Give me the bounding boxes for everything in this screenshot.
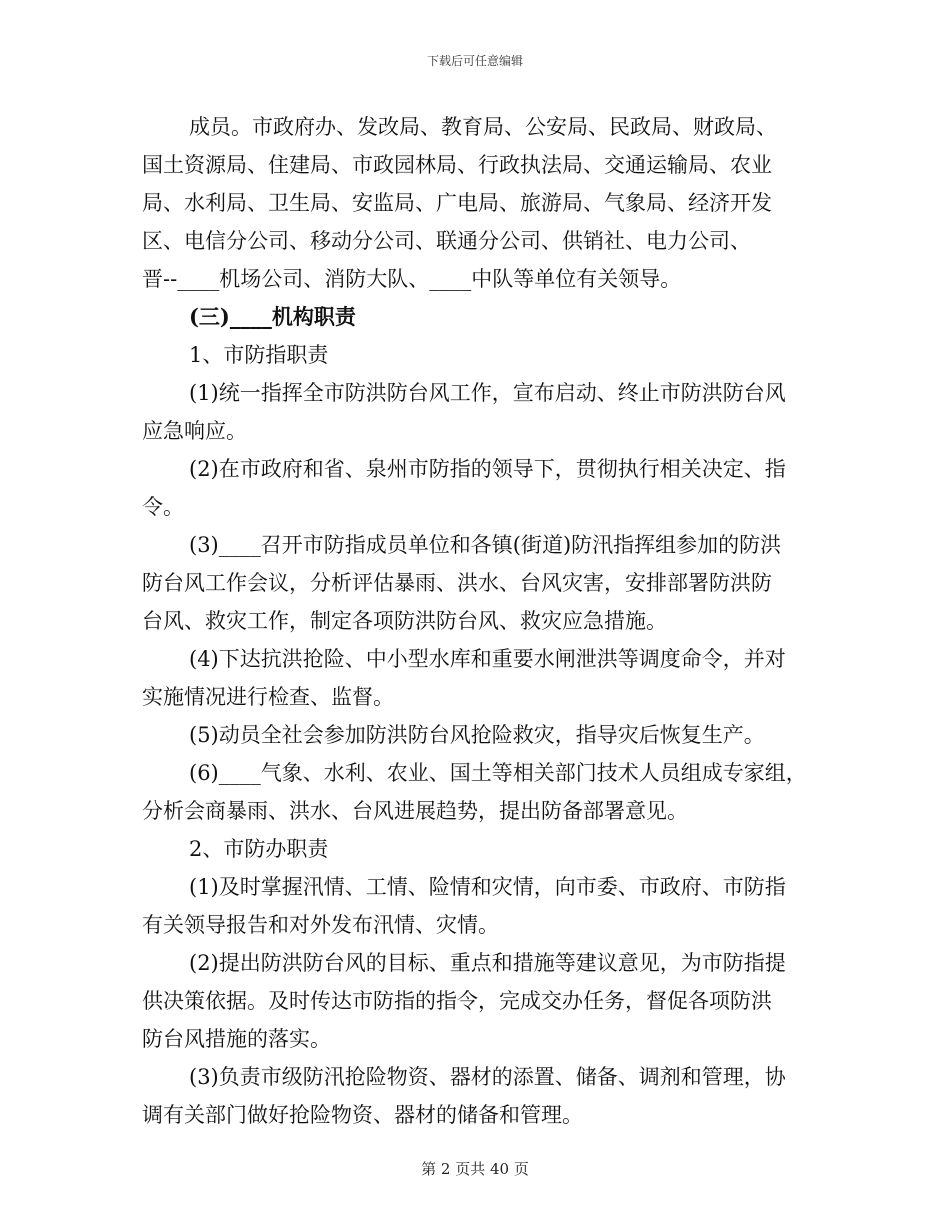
text-line: 区、电信分公司、移动分公司、联通分公司、供销社、电力公司、 — [142, 229, 751, 253]
page-footer: 第 2 页共 40 页 — [421, 1160, 529, 1178]
text-line: 令。 — [142, 495, 184, 519]
section-heading: (三)____机构职责 — [189, 304, 356, 329]
text-line: (2)提出防洪防台风的目标、重点和措施等建议意见，为市防指提 — [189, 951, 786, 975]
text-line: (1)及时掌握汛情、工情、险情和灾情，向市委、市政府、市防指 — [189, 875, 786, 899]
text-line: 国土资源局、住建局、市政园林局、行政执法局、交通运输局、农业 — [142, 153, 772, 177]
text-line: 防台风措施的落实。 — [142, 1027, 331, 1051]
text-line: 台风、救灾工作，制定各项防洪防台风、救灾应急措施。 — [142, 609, 667, 633]
text-line: 实施情况进行检查、监督。 — [142, 685, 394, 709]
text-line: (3)负责市级防汛抢险物资、器材的添置、储备、调剂和管理，协 — [189, 1065, 786, 1089]
text-line: 1、市防指职责 — [189, 343, 329, 367]
text-line: 分析会商暴雨、洪水、台风进展趋势，提出防备部署意见。 — [142, 799, 688, 823]
text-line: 调有关部门做好抢险物资、器材的储备和管理。 — [142, 1103, 583, 1127]
text-line: 成员。市政府办、发改局、教育局、公安局、民政局、财政局、 — [189, 115, 777, 139]
text-line: (1)统一指挥全市防洪防台风工作，宣布启动、终止市防洪防台风 — [189, 381, 786, 405]
text-line: (3)____召开市防指成员单位和各镇(街道)防汛指挥组参加的防洪 — [189, 533, 782, 557]
document-body — [142, 108, 827, 1134]
text-line: 晋--____机场公司、消防大队、____中队等单位有关领导。 — [142, 267, 682, 291]
text-line: (4)下达抗洪抢险、中小型水库和重要水闸泄洪等调度命令，并对 — [189, 647, 786, 671]
text-line: (2)在市政府和省、泉州市防指的领导下，贯彻执行相关决定、指 — [189, 457, 786, 481]
text-line: 有关领导报告和对外发布汛情、灾情。 — [142, 913, 499, 937]
page-header: 下载后可任意编辑 — [426, 54, 523, 68]
text-line: 局、水利局、卫生局、安监局、广电局、旅游局、气象局、经济开发 — [142, 191, 772, 215]
text-line: 供决策依据。及时传达市防指的指令，完成交办任务，督促各项防洪 — [142, 989, 772, 1013]
text-line: 防台风工作会议，分析评估暴雨、洪水、台风灾害，安排部署防洪防 — [142, 571, 772, 595]
text-line: 2、市防办职责 — [189, 837, 329, 861]
text-line: (5)动员全社会参加防洪防台风抢险救灾，指导灾后恢复生产。 — [189, 723, 765, 747]
text-line: (6)____气象、水利、农业、国土等相关部门技术人员组成专家组， — [189, 761, 807, 785]
text-line: 应急响应。 — [142, 419, 247, 443]
